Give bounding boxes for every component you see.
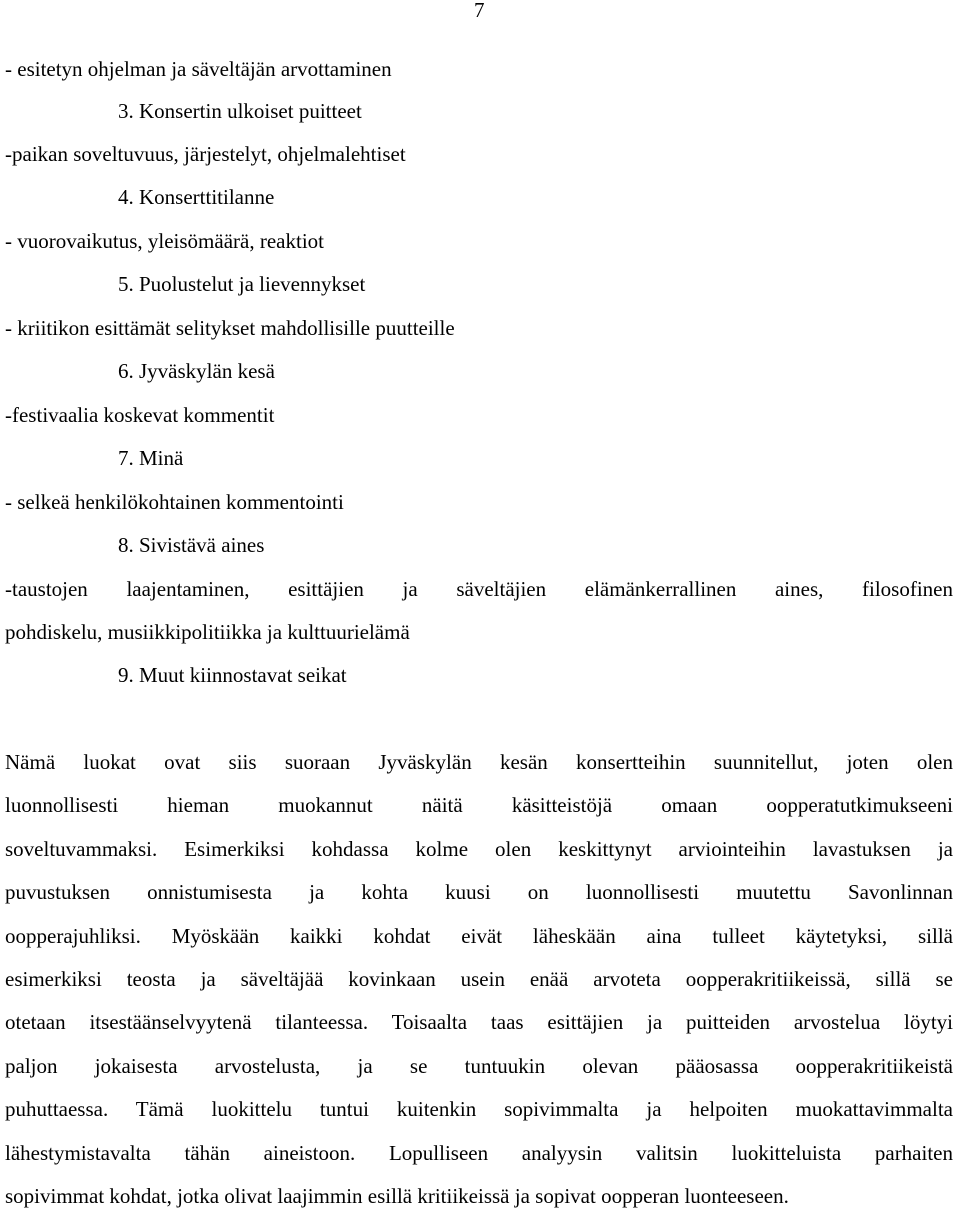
item-8-description bbox=[5, 576, 953, 663]
list-item-text: - selkeä henkilökohtainen kommentointi bbox=[5, 490, 344, 514]
paragraph-line: oopperajuhliksi. Myöskään kaikki kohdat eivät läheskään aina tulleet käytetyksi, sillä bbox=[5, 923, 953, 948]
paragraph-line: puhuttaessa. Tämä luokittelu tuntui kuitenkin sopivimmalta ja helpoiten muokattavimmalta bbox=[5, 1097, 953, 1122]
paragraph-line: -taustojen laajentaminen, esittäjien ja säveltäjien elämänkerrallinen aines, filosofinen bbox=[5, 577, 953, 601]
list-item-text: - esitetyn ohjelman ja säveltäjän arvottaminen bbox=[5, 57, 392, 81]
list-item-heading: 8. Sivistävä aines bbox=[118, 533, 265, 557]
paragraph-line: otetaan itsestäänselvyytenä tilanteessa. Toisaalta taas esittäjien ja puitteiden arvostelua löytyi bbox=[5, 1010, 953, 1035]
body-paragraph bbox=[5, 749, 953, 1226]
paragraph-line: puvustuksen onnistumisesta ja kohta kuusi on luonnollisesti muutettu Savonlinnan bbox=[5, 880, 953, 905]
paragraph-line: soveltuvammaksi. Esimerkiksi kohdassa kolme olen keskittynyt arviointeihin lavastuksen ja bbox=[5, 836, 953, 861]
paragraph-line: luonnollisesti hieman muokannut näitä käsitteistöjä omaan oopperatutkimukseeni bbox=[5, 793, 953, 818]
list-item-text: -paikan soveltuvuus, järjestelyt, ohjelmalehtiset bbox=[5, 142, 406, 166]
paragraph-line: esimerkiksi teosta ja säveltäjää kovinkaan usein enää arvoteta oopperakritiikeissä, sillä se bbox=[5, 966, 953, 991]
list-item-heading: 4. Konserttitilanne bbox=[118, 185, 275, 209]
list-item-text: - kriitikon esittämät selitykset mahdollisille puutteille bbox=[5, 316, 455, 340]
list-item-heading: 7. Minä bbox=[118, 446, 184, 470]
list-item-heading: 9. Muut kiinnostavat seikat bbox=[118, 663, 347, 687]
list-item-text: - vuorovaikutus, yleisömäärä, reaktiot bbox=[5, 229, 324, 253]
paragraph-line: sopivimmat kohdat, jotka olivat laajimmin esillä kritiikeissä ja sopivat oopperan luonteeseen. bbox=[5, 1183, 789, 1208]
paragraph-line: paljon jokaisesta arvostelusta, ja se tuntuukin olevan pääosassa oopperakritiikeistä bbox=[5, 1053, 953, 1078]
page-number: 7 bbox=[474, 0, 485, 22]
paragraph-line: lähestymistavalta tähän aineistoon. Lopulliseen analyysin valitsin luokitteluista parhaiten bbox=[5, 1140, 953, 1165]
list-item-text: -festivaalia koskevat kommentit bbox=[5, 403, 275, 427]
paragraph-line: pohdiskelu, musiikkipolitiikka ja kulttuurielämä bbox=[5, 620, 410, 645]
list-item-heading: 3. Konsertin ulkoiset puitteet bbox=[118, 99, 362, 123]
list-item-heading: 5. Puolustelut ja lievennykset bbox=[118, 272, 366, 296]
paragraph-line: Nämä luokat ovat siis suoraan Jyväskylän kesän konsertteihin suunnitellut, joten olen bbox=[5, 750, 953, 774]
list-item-heading: 6. Jyväskylän kesä bbox=[118, 359, 275, 383]
